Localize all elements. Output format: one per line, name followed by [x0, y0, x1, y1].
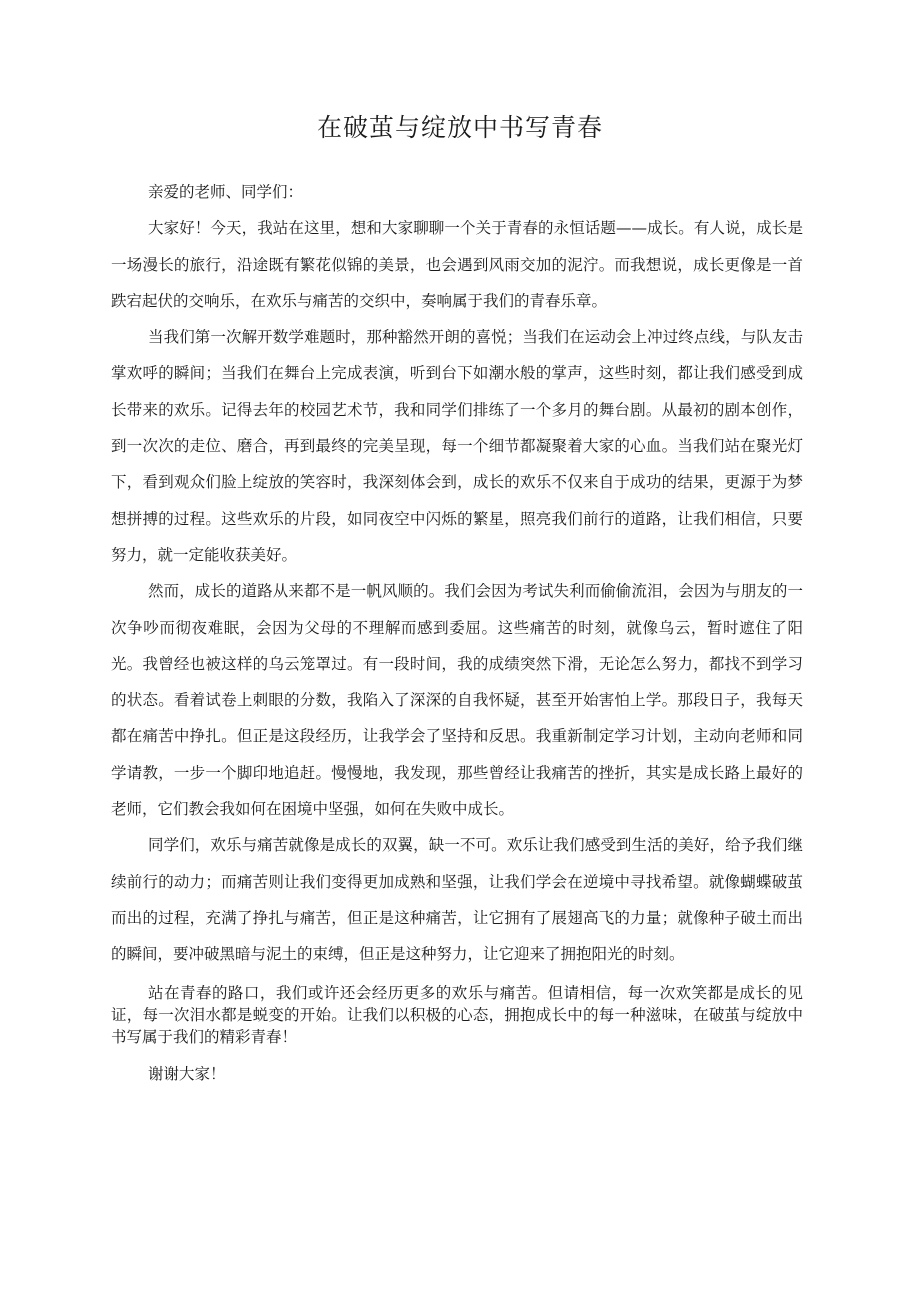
paragraph-joy: 当我们第一次解开数学难题时，那种豁然开朗的喜悦；当我们在运动会上冲过终点线，与队友击掌欢呼的瞬间；当我们在舞台上完成表演，听到台下如潮水般的掌声，这些时刻，都让我们感受到成长带来的欢乐。记得去年的校园艺术节，我和同学们排练了一个多月的舞台剧。从最初的剧本创作，到一次次的走位、磨合，再到最终的完美呈现，每一个细节都凝聚着大家的心血。当我们站在聚光灯下，看到观众们脸上绽放的笑容时，我深刻体会到，成长的欢乐不仅来自于成功的结果，更源于为梦想拼搏的过程。这些欢乐的片段，如同夜空中闪烁的繁星，照亮我们前行的道路，让我们相信，只要努力，就一定能收获美好。	[111, 328, 803, 564]
salutation: 亲爱的老师、同学们：	[148, 183, 304, 201]
closing-thanks: 谢谢大家！	[148, 1064, 226, 1083]
paragraph-pain: 然而，成长的道路从来都不是一帆风顺的。我们会因为考试失利而偷偷流泪，会因为与朋友的一次争吵而彻夜难眠，会因为父母的不理解而感到委屈。这些痛苦的时刻，就像乌云，暂时遮住了阳光。我曾经也被这样的乌云笼罩过。有一段时间，我的成绩突然下滑，无论怎么努力，都找不到学习的状态。看着试卷上刺眼的分数，我陷入了深深的自我怀疑，甚至开始害怕上学。那段日子，我每天都在痛苦中挣扎。但正是这段经历，让我学会了坚持和反思。我重新制定学习计划，主动向老师和同学请教，一步一个脚印地追赶。慢慢地，我发现，那些曾经让我痛苦的挫折，其实是成长路上最好的老师，它们教会我如何在困境中坚强，如何在失败中成长。	[111, 582, 803, 819]
paragraph-intro: 大家好！今天，我站在这里，想和大家聊聊一个关于青春的永恒话题——成长。有人说，成长是一场漫长的旅行，沿途既有繁花似锦的美景，也会遇到风雨交加的泥泞。而我想说，成长更像是一首跌宕起伏的交响乐，在欢乐与痛苦的交织中，奏响属于我们的青春乐章。	[111, 219, 803, 310]
document-title: 在破茧与绽放中书写青春	[316, 113, 603, 142]
document-body	[111, 174, 803, 1092]
paragraph-wings: 同学们，欢乐与痛苦就像是成长的双翼，缺一不可。欢乐让我们感受到生活的美好，给予我们继续前行的动力；而痛苦则让我们变得更加成熟和坚强，让我们学会在逆境中寻找希望。就像蝴蝶破茧而出的过程，充满了挣扎与痛苦，但正是这种痛苦，让它拥有了展翅高飞的力量；就像种子破土而出的瞬间，要冲破黑暗与泥土的束缚，但正是这种努力，让它迎来了拥抱阳光的时刻。	[111, 836, 803, 964]
paragraph-conclusion: 站在青春的路口，我们或许还会经历更多的欢乐与痛苦。但请相信，每一次欢笑都是成长的见证，每一次泪水都是蜕变的开始。让我们以积极的心态，拥抱成长中的每一种滋味，在破茧与绽放中书写属于我们的精彩青春！	[111, 983, 803, 1046]
